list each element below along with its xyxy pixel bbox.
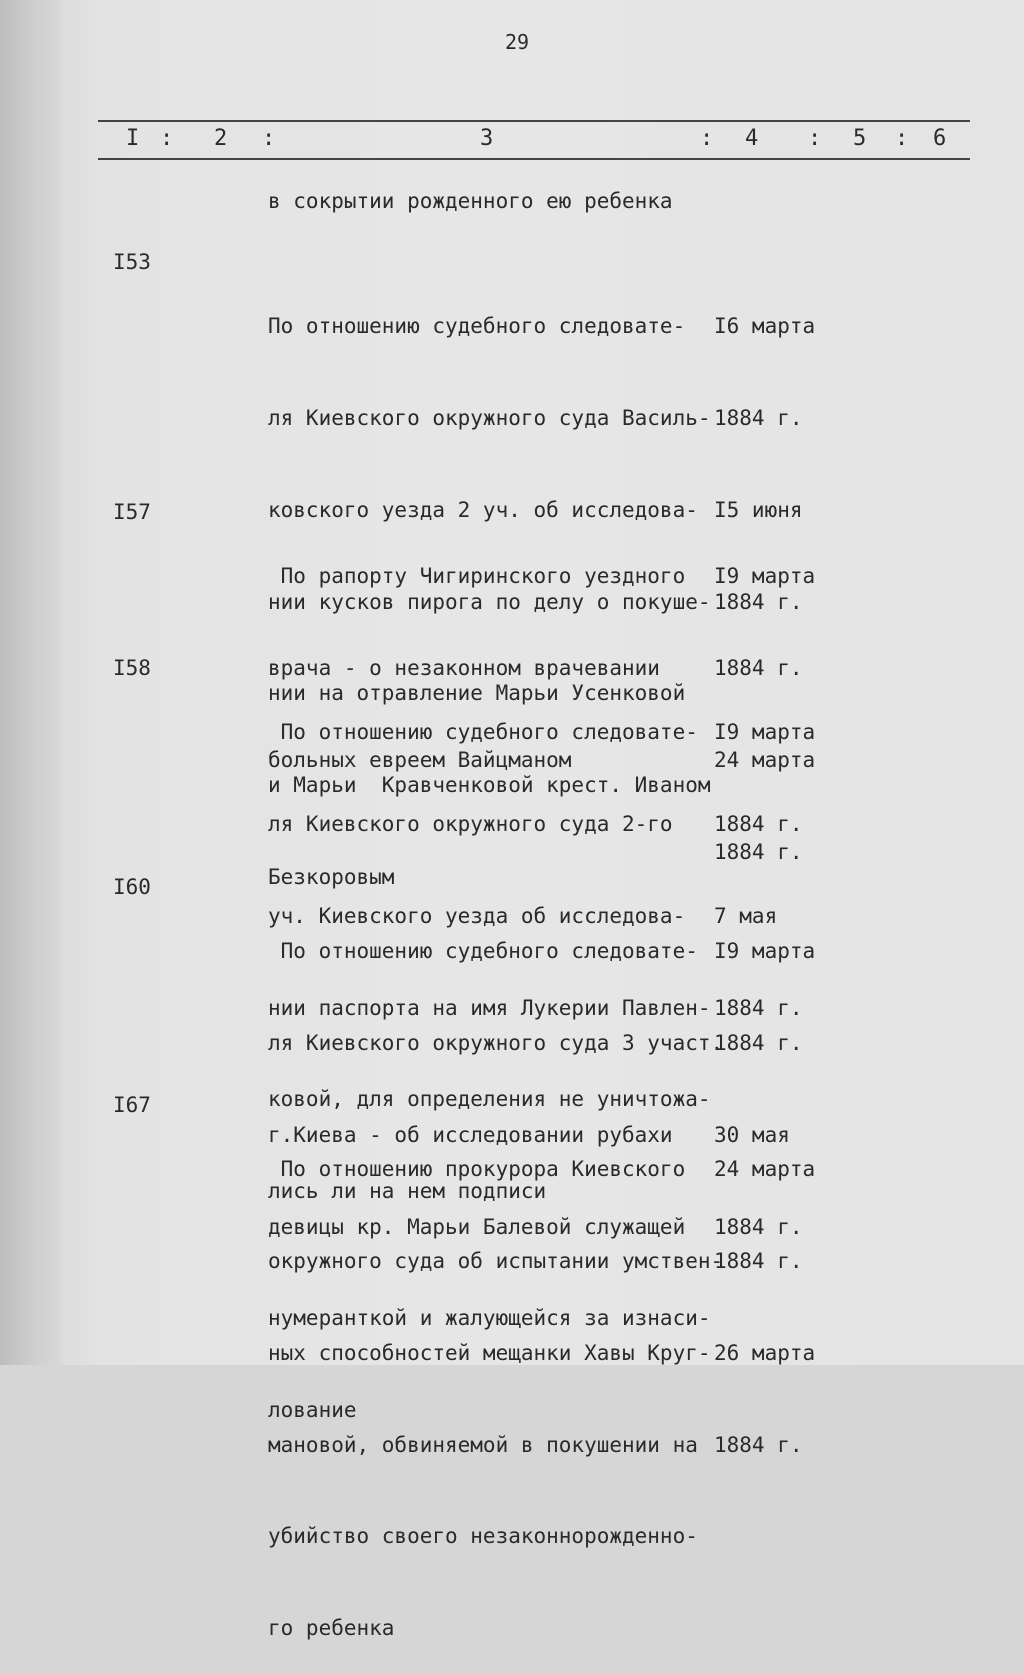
description-line: девицы кр. Марьи Балевой служащей [268, 1214, 686, 1239]
column-separator: : [262, 126, 278, 151]
column-separator: : [895, 126, 911, 151]
description-line: мановой, обвиняемой в покушении на [268, 1432, 698, 1457]
date-line: 24 марта [714, 1157, 816, 1182]
description-line: уч. Киевского уезда об исследова- [268, 903, 686, 928]
date-line: 1884 г. [714, 1248, 803, 1273]
column-separator: : [160, 126, 176, 151]
entry-dates [714, 1093, 815, 1491]
column-header-3: 3 [480, 126, 496, 151]
description-line: По отношению судебного следовате- [268, 720, 698, 745]
page-number: 29 [505, 30, 530, 54]
entry-number: I57 [113, 500, 151, 524]
description-line: г.Киева - об исследовании рубахи [268, 1122, 673, 1147]
header-rule-top [98, 120, 970, 122]
date-line: I9 марта [714, 939, 816, 964]
date-line: 1884 г. [714, 405, 803, 430]
description-line: убийство своего незаконнорожденно- [268, 1524, 698, 1549]
description-line: ных способностей мещанки Хавы Круг- [268, 1340, 711, 1365]
date-line: I9 марта [714, 564, 816, 589]
entry-number: I60 [113, 875, 151, 899]
description-line: окружного суда об испытании умствен- [268, 1248, 724, 1273]
date-line: 1884 г. [714, 811, 803, 836]
description-line: По отношению судебного следовате- [268, 939, 698, 964]
date-line: 7 мая [714, 903, 778, 928]
entry-number: I58 [113, 656, 151, 680]
page-edge-shadow [0, 0, 60, 1365]
description-line: ля Киевского окружного суда 2-го [268, 811, 673, 836]
date-line: I5 июня [714, 497, 803, 522]
date-line: 1884 г. [714, 839, 803, 864]
description-line: нии кусков пирога по делу о покуше- [268, 589, 711, 614]
column-header-1: I [126, 126, 142, 151]
column-header-4: 4 [745, 126, 761, 151]
entry-description [268, 1093, 723, 1674]
description-line: больных евреем Вайцманом [268, 747, 572, 772]
description-line: лование [268, 1398, 357, 1423]
description-line: го ребенка [268, 1616, 395, 1641]
column-separator: : [700, 126, 716, 151]
column-header-5: 5 [853, 126, 869, 151]
description-line: ля Киевского окружного суда 3 участ. [268, 1030, 724, 1055]
description-line: нии паспорта на имя Лукерии Павлен- [268, 995, 711, 1020]
description-line: врача - о незаконном врачевании [268, 655, 660, 680]
column-header-2: 2 [214, 126, 230, 151]
description-line: лись ли на нем подписи [268, 1179, 547, 1204]
date-line: I9 марта [714, 720, 816, 745]
date-line: 24 марта [714, 747, 816, 772]
date-line: I6 марта [714, 314, 816, 339]
date-line: 1884 г. [714, 589, 803, 614]
description-line: По отношению прокурора Киевского [268, 1157, 686, 1182]
description-line: ля Киевского окружного суда Василь- [268, 405, 711, 430]
entry-number: I67 [113, 1093, 151, 1117]
date-line: 1884 г. [714, 1432, 803, 1457]
description-line: ковой, для определения не уничтожа- [268, 1087, 711, 1112]
date-line: 1884 г. [714, 1030, 803, 1055]
description-line: нии на отравление Марьи Усенковой [268, 681, 686, 706]
entry-number: I53 [113, 250, 151, 274]
date-line: 26 марта [714, 1340, 816, 1365]
description-line: и Марьи Кравченковой крест. Иваном [268, 773, 711, 798]
description-line: ковского уезда 2 уч. об исследова- [268, 497, 698, 522]
column-separator: : [808, 126, 824, 151]
continuation-line: в сокрытии рожденного ею ребенка [268, 189, 673, 213]
column-header-6: 6 [933, 126, 949, 151]
header-rule-bottom [98, 158, 970, 160]
description-line: Безкоровым [268, 864, 395, 889]
description-line: нумеранткой и жалующейся за изнаси- [268, 1306, 711, 1331]
description-line: По рапорту Чигиринского уездного [268, 564, 686, 589]
description-line: По отношению судебного следовате- [268, 314, 686, 339]
date-line: 1884 г. [714, 655, 803, 680]
date-line: 1884 г. [714, 1214, 803, 1239]
date-line: 30 мая [714, 1122, 790, 1147]
date-line: 1884 г. [714, 995, 803, 1020]
